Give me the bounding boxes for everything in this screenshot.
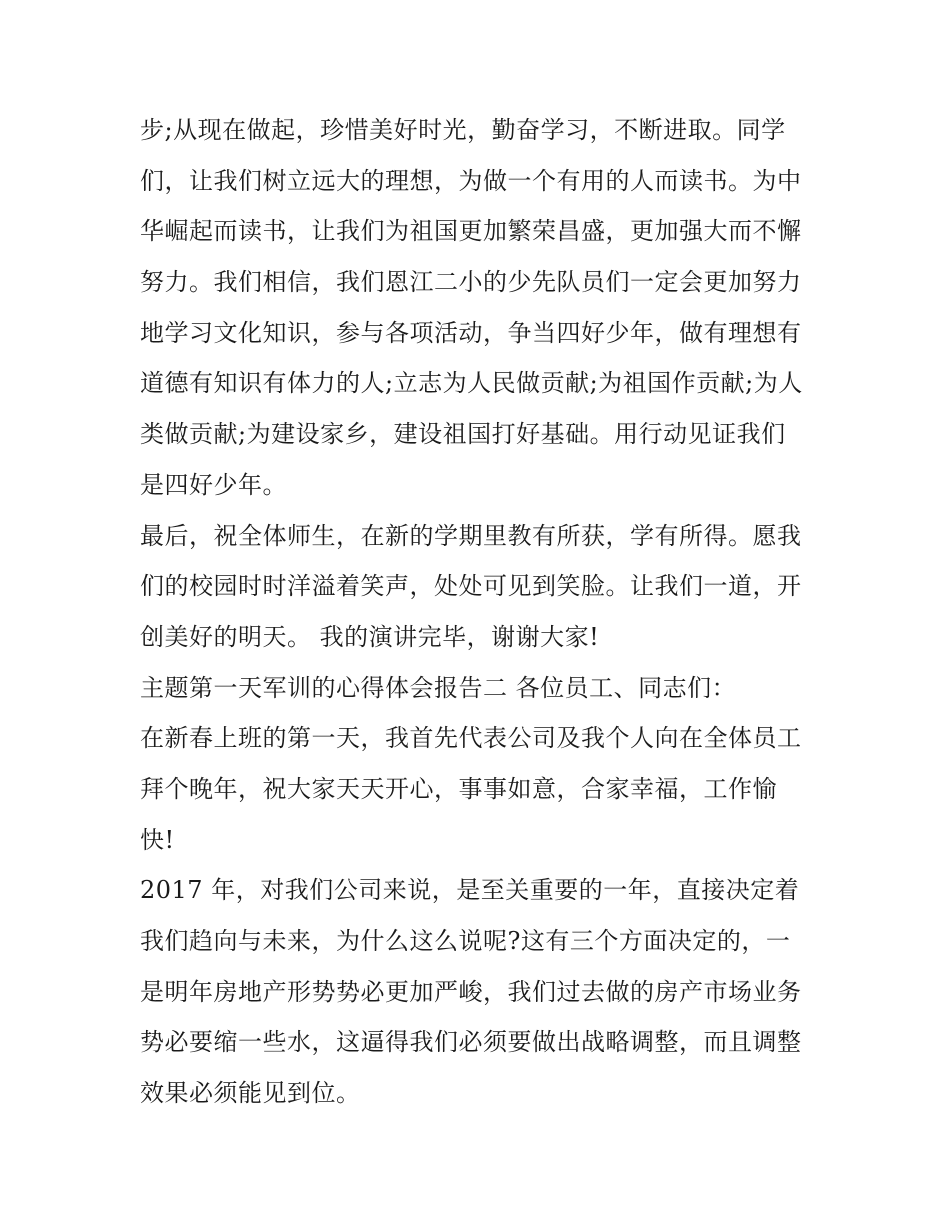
text-line: 快!	[140, 825, 175, 854]
text-line: 步;从现在做起，珍惜美好时光，勤奋学习，不断进取。同学	[140, 116, 786, 144]
document-body	[140, 105, 820, 1119]
section-heading: 主题第一天军训的心得体会报告二 各位员工、同志们：	[140, 673, 737, 702]
text-line: 拜个晚年，祝大家天天开心，事事如意，合家幸福，工作愉	[140, 774, 777, 803]
text-line: 效果必须能见到位。	[140, 1079, 361, 1108]
text-line: 在新春上班的第一天，我首先代表公司及我个人向在全体员工	[140, 724, 802, 753]
text-line: 创美好的明天。 我的演讲完毕，谢谢大家!	[140, 622, 600, 651]
text-line: 地学习文化知识，参与各项活动，争当四好少年，做有理想有	[140, 318, 802, 347]
text-line: 们的校园时时洋溢着笑声，处处可见到笑脸。让我们一道，开	[140, 572, 802, 601]
text-line: 是明年房地产形势势必更加严峻，我们过去做的房产市场业务	[140, 977, 802, 1006]
text-line: 道德有知识有体力的人;立志为人民做贡献;为祖国作贡献;为人	[140, 369, 803, 398]
text-line: 努力。我们相信，我们恩江二小的少先队员们一定会更加努力	[140, 268, 802, 297]
text-line: 最后，祝全体师生，在新的学期里教有所获，学有所得。愿我	[140, 521, 802, 550]
text-line: 们，让我们树立远大的理想，为做一个有用的人而读书。为中	[140, 166, 802, 195]
text-line: 我们趋向与未来，为什么这么说呢?这有三个方面决定的，一	[140, 927, 791, 955]
text-line: 2017 年，对我们公司来说，是至关重要的一年，直接决定着	[140, 876, 800, 905]
text-line: 类做贡献;为建设家乡，建设祖国打好基础。用行动见证我们	[140, 420, 786, 449]
text-line: 势必要缩一些水，这逼得我们必须要做出战略调整，而且调整	[140, 1028, 802, 1057]
text-line: 是四好少年。	[140, 470, 287, 499]
text-line: 华崛起而读书，让我们为祖国更加繁荣昌盛，更加强大而不懈	[140, 217, 802, 246]
